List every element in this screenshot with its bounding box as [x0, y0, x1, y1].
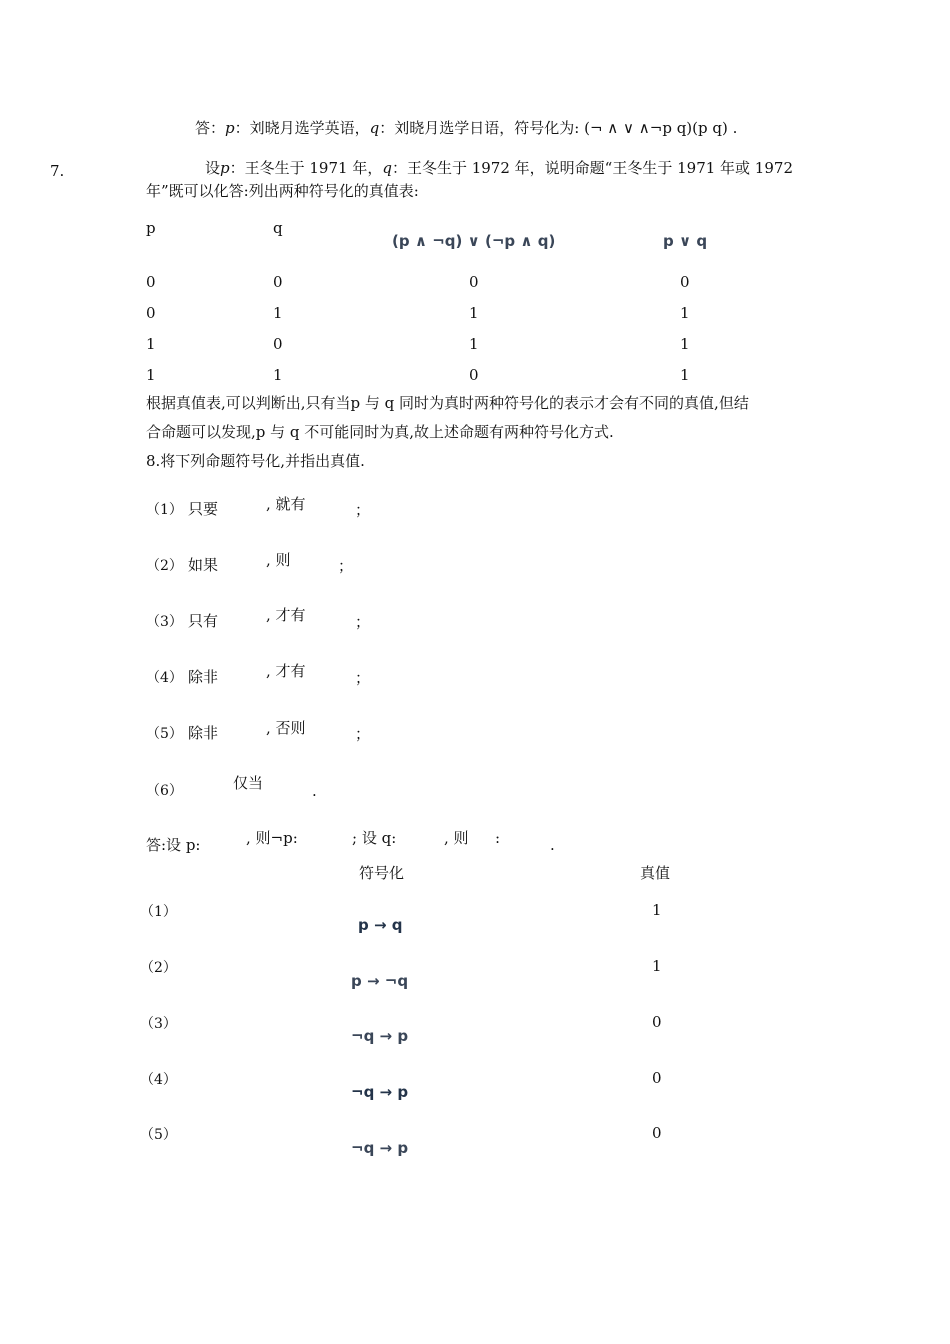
q8-item-word2: , 就有 — [266, 495, 306, 513]
q7-line2: 年”既可以化答:列出两种符号化的真值表: — [146, 182, 419, 200]
q6-q-desc: ：刘晓月选学日语，符号化为: — [379, 119, 580, 137]
q6-q-var: q — [369, 119, 380, 137]
answer-row-formula: ¬q → p — [351, 1083, 409, 1101]
q8-item-end: ； — [355, 669, 371, 687]
symbolization-header: 符号化 — [359, 864, 405, 882]
truth-table-cell: 1 — [146, 335, 156, 353]
q8-item-word2: , 否则 — [266, 719, 306, 737]
answer-row-value: 1 — [652, 901, 662, 919]
q8-item-end: ； — [355, 501, 371, 519]
answer-row-value: 0 — [652, 1069, 662, 1087]
q8-item-word2: , 才有 — [266, 662, 306, 680]
answer-row-num: （2） — [140, 960, 177, 976]
truth-table-cell: 1 — [469, 335, 479, 353]
truth-table-cell: 0 — [146, 304, 156, 322]
q7-number: 7. — [50, 162, 65, 180]
q8-title: 8.将下列命题符号化,并指出真值. — [146, 452, 365, 470]
q8-item6-num: （6） — [146, 783, 183, 799]
truth-table-cell: 0 — [469, 366, 479, 384]
q6-answer-line — [195, 118, 737, 138]
truth-table-header-q: q — [273, 219, 283, 237]
q8-item6-end: . — [312, 782, 317, 800]
truth-table-header-formula2: p ∨ q — [663, 232, 708, 250]
q8-answer-then1: , 则¬p: — [246, 829, 298, 847]
truth-table-cell: 1 — [680, 366, 690, 384]
truth-table-cell: 1 — [680, 335, 690, 353]
q7-q-var: q — [382, 159, 392, 177]
q8-item-word2: , 则 — [266, 551, 291, 569]
answer-row-num: （4） — [140, 1072, 177, 1088]
q8-answer-colon: : — [495, 829, 501, 847]
q8-answer-prefix: 答:设 p: — [146, 836, 201, 854]
q7-p-var: p — [220, 159, 230, 177]
q8-item-word1: 只有 — [188, 612, 219, 630]
q6-p-desc: ：刘晓月选学英语， — [234, 119, 370, 137]
q8-answer-then2: , 则 — [444, 829, 469, 847]
truth-table-cell: 0 — [680, 273, 690, 291]
answer-row-formula: p → q — [358, 916, 403, 934]
q6-answer-prefix: 答： — [195, 119, 226, 137]
q8-item-word2: , 才有 — [266, 606, 306, 624]
answer-row-num: （3） — [140, 1016, 177, 1032]
truth-table-header-p: p — [146, 219, 156, 237]
truth-table-cell: 1 — [469, 304, 479, 322]
q8-item-word1: 除非 — [188, 668, 219, 686]
q7-line1-prefix: 设 — [205, 159, 221, 177]
truth-table-cell: 0 — [146, 273, 156, 291]
q8-item-num: （5） — [146, 726, 183, 742]
q8-item-num: （1） — [146, 502, 183, 518]
truth-table-header-formula1: (p ∧ ¬q) ∨ (¬p ∧ q) — [392, 232, 556, 250]
answer-row-value: 1 — [652, 957, 662, 975]
q8-answer-end: . — [550, 836, 555, 854]
q7-line1-rest: ：王冬生于 1972 年，说明命题“王冬生于 1971 年或 1972 — [391, 159, 793, 177]
q7-line1 — [205, 158, 793, 178]
q8-item-end: ； — [355, 613, 371, 631]
q7-conclusion-line2: 合命题可以发现,p 与 q 不可能同时为真,故上述命题有两种符号化方式. — [146, 423, 614, 441]
truth-table-cell: 1 — [680, 304, 690, 322]
answer-row-formula: p → ¬q — [351, 972, 409, 990]
q8-item-num: （2） — [146, 558, 183, 574]
answer-row-formula: ¬q → p — [351, 1027, 409, 1045]
q8-item-word1: 除非 — [188, 724, 219, 742]
truth-table-cell: 0 — [273, 335, 283, 353]
answer-row-num: （5） — [140, 1127, 177, 1143]
q6-formula: (¬ ∧ ∨ ∧¬p q)(p q) . — [584, 119, 738, 137]
q8-item6-word: 仅当 — [233, 774, 264, 792]
q7-conclusion-line1: 根据真值表,可以判断出,只有当p 与 q 同时为真时两种符号化的表示才会有不同的真值,但结 — [146, 394, 749, 412]
answer-row-value: 0 — [652, 1013, 662, 1031]
truth-table-cell: 1 — [273, 366, 283, 384]
q6-p-var: p — [225, 119, 235, 137]
q8-item-num: （4） — [146, 670, 183, 686]
q7-line1-mid: ：王冬生于 1971 年， — [229, 159, 383, 177]
q8-answer-setq: ; 设 q: — [352, 829, 397, 847]
answer-row-value: 0 — [652, 1124, 662, 1142]
answer-row-formula: ¬q → p — [351, 1139, 409, 1157]
truth-table-cell: 0 — [469, 273, 479, 291]
truth-table-cell: 1 — [273, 304, 283, 322]
q8-item-word1: 只要 — [188, 500, 219, 518]
q8-item-end: ； — [355, 725, 371, 743]
q8-item-word1: 如果 — [188, 556, 219, 574]
q8-item-end: ； — [338, 557, 354, 575]
truth-table-cell: 0 — [273, 273, 283, 291]
q8-item-num: （3） — [146, 614, 183, 630]
answer-row-num: （1） — [140, 904, 177, 920]
truth-table-cell: 1 — [146, 366, 156, 384]
truth-value-header: 真值 — [640, 864, 671, 882]
